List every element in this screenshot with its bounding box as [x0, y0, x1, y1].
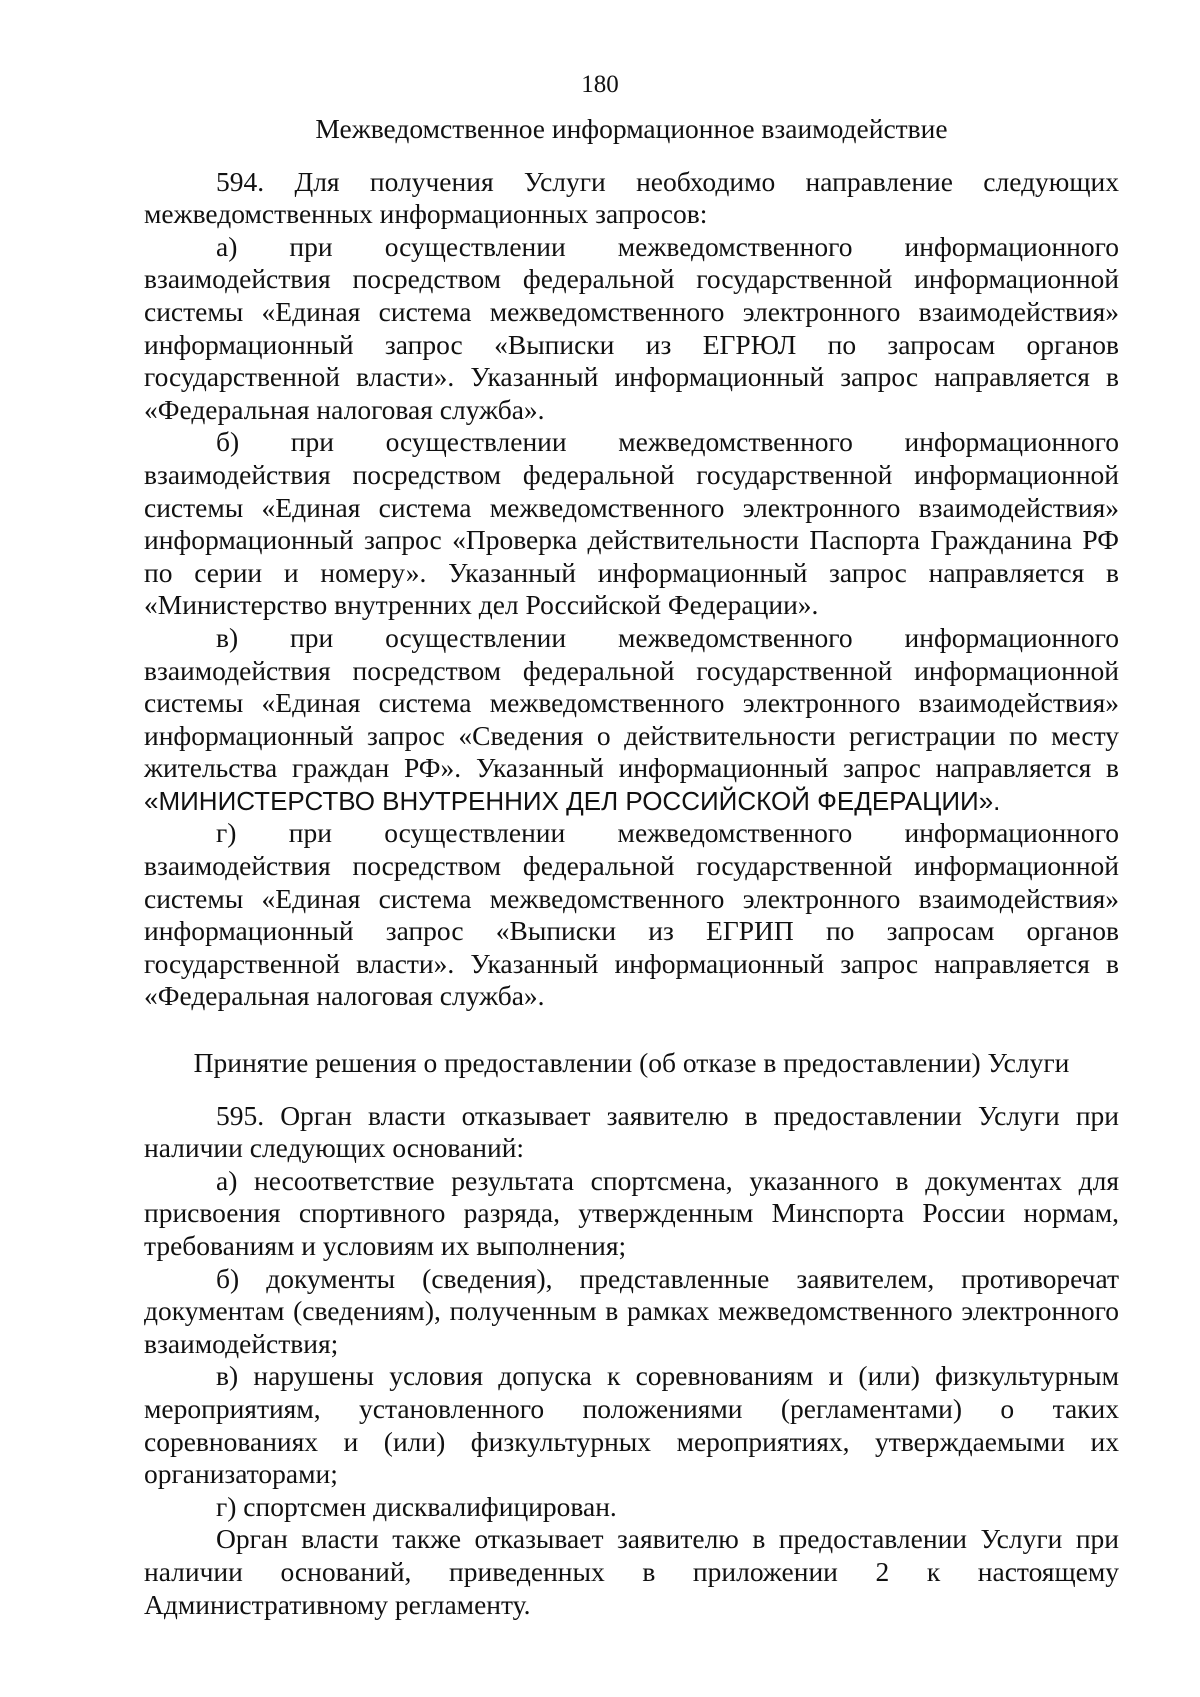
- paragraph-594-v-text: в) при осуществлении межведомственного информационного взаимодействия посредством федеральной государственной информационной системы «Единая система межведомственного электронного взаимодействия» информационный запрос «Сведения о действительности регистрации по месту жительства граждан РФ». Указанный информационный запрос направляется в: [144, 621, 1119, 784]
- paragraph-595-b: б) документы (сведения), представленные заявителем, противоречат документам (сведениям), полученным в рамках межведомственного электронного взаимодействия;: [144, 1262, 1119, 1359]
- paragraph-595-a: а) несоответствие результата спортсмена, указанного в документах для присвоения спортивного разряда, утвержденным Минспорта России нормам, требованиям и условиям их выполнения;: [144, 1164, 1119, 1261]
- paragraph-594-v-recipient: «МИНИСТЕРСТВО ВНУТРЕННИХ ДЕЛ РОССИЙСКОЙ ФЕДЕРАЦИИ».: [144, 785, 1001, 816]
- section-heading-decision: Принятие решения о предоставлении (об отказе в предоставлении) Услуги: [193, 1047, 1070, 1079]
- paragraph-594-a: а) при осуществлении межведомственного информационного взаимодействия посредством федеральной государственной информационной системы «Единая система межведомственного электронного взаимодействия» информационный запрос «Выписки из ЕГРЮЛ по запросам органов государственной власти». Указанный информационный запрос направляется в «Федеральная налоговая служба».: [144, 230, 1119, 425]
- paragraph-594-b: б) при осуществлении межведомственного информационного взаимодействия посредством федеральной государственной информационной системы «Единая система межведомственного электронного взаимодействия» информационный запрос «Проверка действительности Паспорта Гражданина РФ по серии и номеру». Указанный информационный запрос направляется в «Министерство внутренних дел Российской Федерации».: [144, 426, 1119, 621]
- paragraph-594: 594. Для получения Услуги необходимо направление следующих межведомственных информационных запросов:: [144, 165, 1119, 230]
- paragraph-594-v: [144, 622, 1119, 818]
- paragraph-595-additional: Орган власти также отказывает заявителю в предоставлении Услуги при наличии оснований, приведенных в приложении 2 к настоящему Административному регламенту.: [144, 1523, 1119, 1620]
- paragraph-595-v: в) нарушены условия допуска к соревнованиям и (или) физкультурным мероприятиям, установленного положениями (регламентами) о таких соревнованиях и (или) физкультурных мероприятиях, утверждаемыми их организаторами;: [144, 1360, 1119, 1490]
- paragraph-594-g: г) при осуществлении межведомственного информационного взаимодействия посредством федеральной государственной информационной системы «Единая система межведомственного электронного взаимодействия» информационный запрос «Выписки из ЕГРИП по запросам органов государственной власти». Указанный информационный запрос направляется в «Федеральная налоговая служба».: [144, 817, 1119, 1012]
- paragraph-595-g: г) спортсмен дисквалифицирован.: [216, 1490, 617, 1522]
- document-body: [144, 113, 1119, 1621]
- section-heading-interaction: Межведомственное информационное взаимодействие: [315, 113, 948, 144]
- page-number: 180: [581, 71, 619, 98]
- paragraph-595: 595. Орган власти отказывает заявителю в предоставлении Услуги при наличии следующих оснований:: [144, 1099, 1119, 1164]
